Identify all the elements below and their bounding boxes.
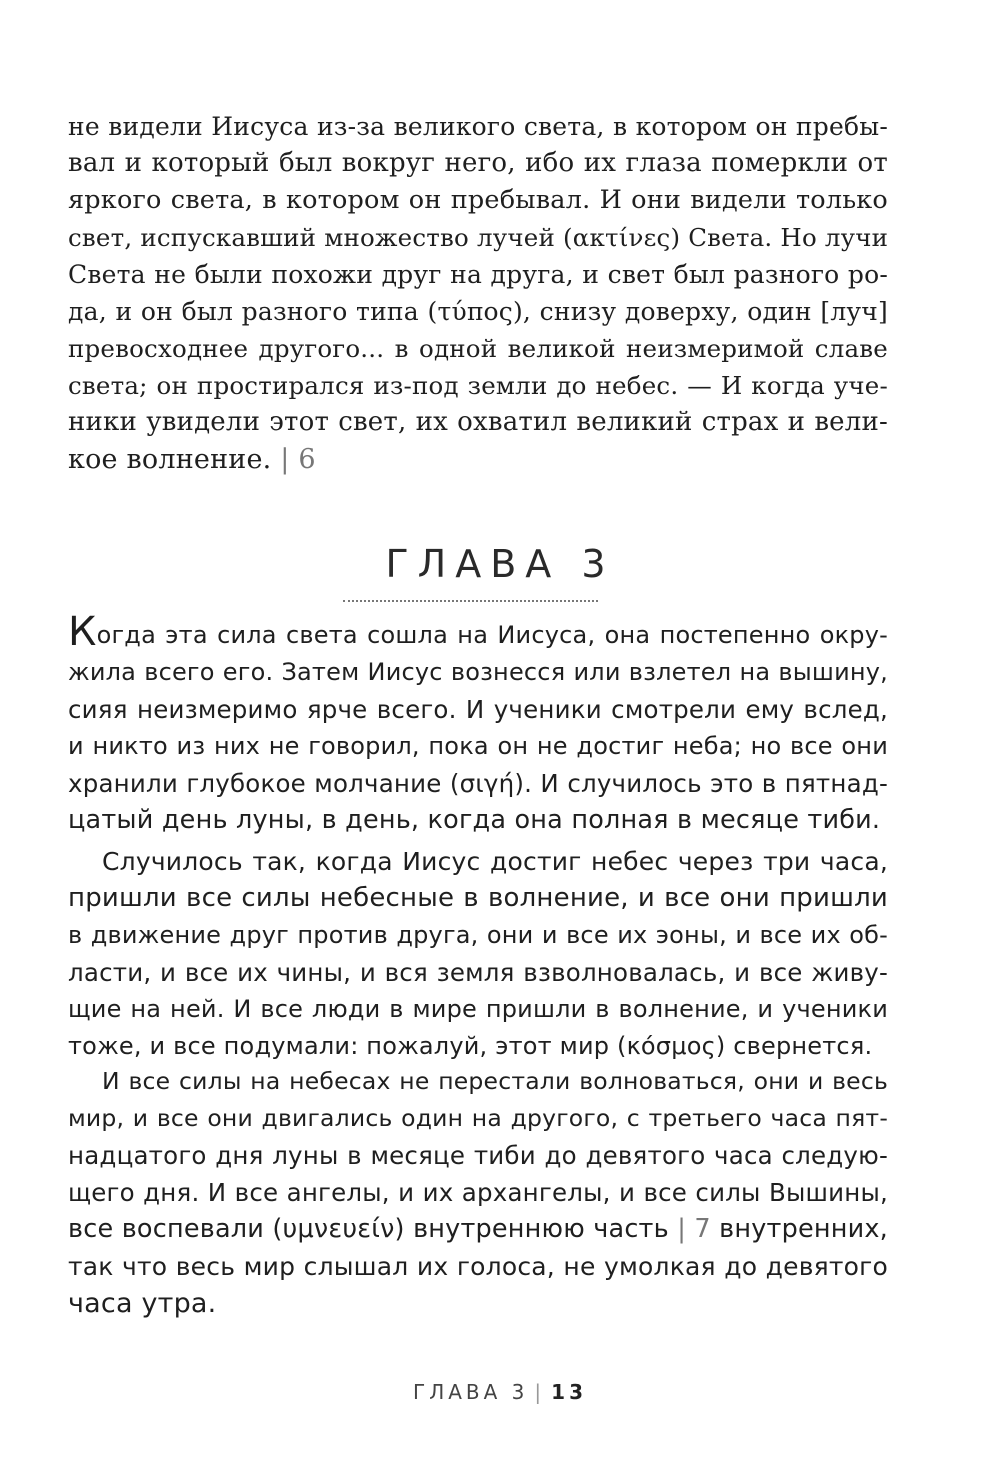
text-line: не видели Иисуса из-за великого света, в котором он пребы- bbox=[68, 112, 888, 141]
text-line: сияя неизмеримо ярче всего. И ученики смотрели ему вслед, bbox=[68, 695, 888, 724]
text-line: в движение друг против друга, они и все их эоны, и все их об- bbox=[68, 921, 888, 949]
chapter-paragraph-1 bbox=[68, 609, 888, 839]
text-line: хранили глубокое молчание (σιγή). И случилось это в пятнад- bbox=[68, 769, 888, 798]
text-line: мир, и все они двигались один на другого, с третьего часа пят- bbox=[68, 1104, 888, 1132]
text-line: яркого света, в котором он пребывал. И они видели только bbox=[68, 185, 888, 215]
page-number: 13 bbox=[551, 1380, 587, 1404]
line-text: внутренних, bbox=[719, 1214, 888, 1244]
page-footer bbox=[0, 1380, 1000, 1404]
text-line: Света не были похожи друг на друга, и свет был разного ро- bbox=[68, 260, 888, 289]
text-line: И все силы на небесах не перестали волноваться, они и весь bbox=[102, 1067, 888, 1095]
text-line: превосходнее другого... в одной великой неизмеримой славе bbox=[68, 334, 888, 363]
chapter-paragraph-3 bbox=[68, 1063, 888, 1322]
text-line: ласти, и все их чины, и вся земля взволновалась, и все живу- bbox=[68, 958, 888, 987]
text-line: Случилось так, когда Иисус достиг небес через три часа, bbox=[102, 847, 888, 876]
drop-cap: К bbox=[68, 609, 97, 655]
text-line bbox=[68, 441, 888, 478]
text-line: цатый день луны, в день, когда она полная в месяце тиби. bbox=[68, 805, 881, 835]
text-line bbox=[68, 609, 888, 655]
page-marker: | 7 bbox=[677, 1214, 711, 1244]
text-line: часа утра. bbox=[68, 1288, 217, 1319]
text-line: надцатого дня луны в месяце тиби до девятого часа следую- bbox=[68, 1141, 888, 1170]
footer-separator: | bbox=[534, 1380, 546, 1404]
last-line-text: кое волнение. bbox=[68, 444, 272, 475]
text-line: пришли все силы небесные в волнение, и все они пришли bbox=[68, 883, 888, 913]
text-line bbox=[68, 1211, 888, 1248]
page-marker: | 6 bbox=[280, 444, 316, 475]
line-text: все воспевали (υμνευείν) внутреннюю часть bbox=[68, 1214, 669, 1244]
text-line: света; он простирался из-под земли до небес. — И когда уче- bbox=[68, 371, 888, 400]
text-line: и никто из них не говорил, пока он не достиг неба; но все они bbox=[68, 732, 888, 760]
chapter-heading: ГЛАВА 3 bbox=[385, 542, 615, 586]
text-line: ники увидели этот свет, их охватил великий страх и вели- bbox=[68, 407, 888, 437]
text-line: да, и он был разного типа (τύπος), снизу доверху, один [луч] bbox=[68, 297, 888, 326]
running-head: ГЛАВА 3 bbox=[413, 1380, 529, 1404]
text-line: так что весь мир слышал их голоса, не умолкая до девятого bbox=[68, 1252, 888, 1281]
continuation-paragraph bbox=[68, 108, 888, 478]
text-line: щего дня. И все ангелы, и их архангелы, и все силы Вышины, bbox=[68, 1178, 888, 1207]
chapter-paragraph-2 bbox=[68, 843, 888, 1065]
text-line: тоже, и все подумали: пожалуй, этот мир (κόσμος) свернется. bbox=[68, 1032, 873, 1060]
text-line: щие на ней. И все люди в мире пришли в волнение, и ученики bbox=[68, 995, 888, 1023]
text-line: жила всего его. Затем Иисус вознесся или взлетел на вышину, bbox=[68, 658, 888, 686]
text-line: свет, испускавший множество лучей (ακτίνες) Света. Но лучи bbox=[68, 223, 889, 252]
chapter-divider bbox=[343, 600, 598, 602]
first-line-text: огда эта сила света сошла на Иисуса, она постепенно окру- bbox=[96, 621, 888, 649]
text-line: вал и который был вокруг него, ибо их глаза померкли от bbox=[68, 148, 888, 178]
